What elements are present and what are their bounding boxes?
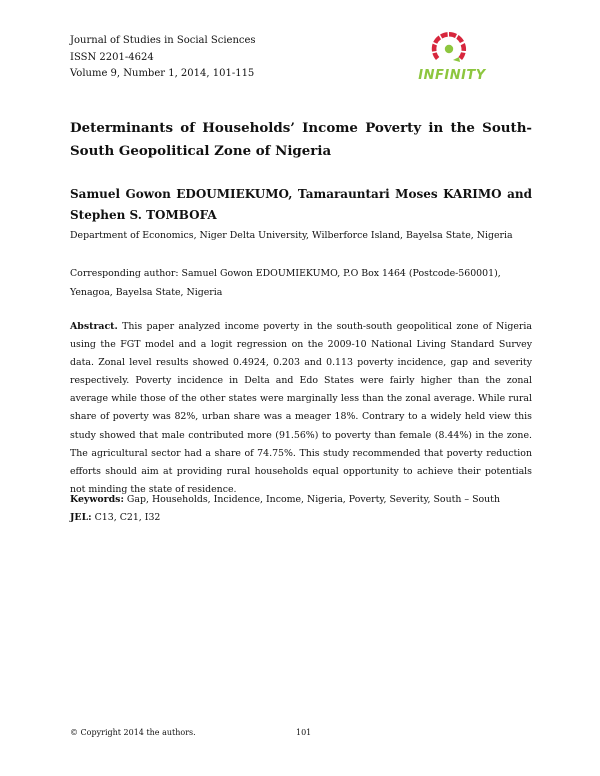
abstract-label: Abstract. [70, 321, 118, 332]
author-affiliation: Department of Economics, Niger Delta University, Wilberforce Island, Bayelsa State, Nigeria [70, 230, 513, 241]
logo-text: INFINITY [418, 68, 486, 83]
keywords [70, 491, 532, 509]
jel-label: JEL: [70, 512, 92, 523]
jel-codes [70, 509, 532, 527]
abstract-text: This paper analyzed income poverty in the south-south geopolitical zone of Nigeria using the FGT model and a logit regression on the 2009-10 National Living Standard Survey data. Zonal level results showed 0.4924, 0.203 and 0.113 poverty incidence, gap and severity respectively. Poverty incidence in Delta and Edo States were fairly higher than the zonal average while those of the other states were marginally less than the zonal average. While rural share of poverty was 82%, urban share was a meager 18%. Contrary to a widely held view this study showed that male contributed more (91.56%) to poverty than female (8.44%) in the zone. The agricultural sector had a share of 74.75%. This study recommended that poverty reduction efforts should aim at providing rural households equal opportunity to achieve their potentials not minding the state of residence. [70, 321, 533, 495]
journal-name: Journal of Studies in Social Sciences [70, 35, 256, 46]
abstract [70, 318, 532, 499]
corresponding-author: Corresponding author: Samuel Gowon EDOUMIEKUMO, P.O Box 1464 (Postcode-560001), Yenagoa, Bayelsa State, Nigeria [70, 268, 501, 298]
footer-copyright: © Copyright 2014 the authors. [70, 728, 196, 737]
journal-volume: Volume 9, Number 1, 2014, 101-115 [70, 68, 255, 79]
journal-issn: ISSN 2201-4624 [70, 51, 154, 63]
infinity-logo [413, 30, 493, 88]
keywords-label: Keywords: [70, 494, 124, 505]
jel-text: C13, C21, I32 [94, 512, 161, 523]
paper-title: Determinants of Households’ Income Poverty in the South-South Geopolitical Zone of Nigeria [70, 120, 532, 159]
page-number: 101 [296, 728, 312, 737]
journal-header [70, 33, 256, 83]
paper-authors: Samuel Gowon EDOUMIEKUMO, Tamarauntari Moses KARIMO and Stephen S. TOMBOFA [70, 187, 532, 222]
keywords-text: Gap, Households, Incidence, Income, Nigeria, Poverty, Severity, South – South [126, 494, 500, 505]
infinity-ring-icon [429, 30, 469, 68]
